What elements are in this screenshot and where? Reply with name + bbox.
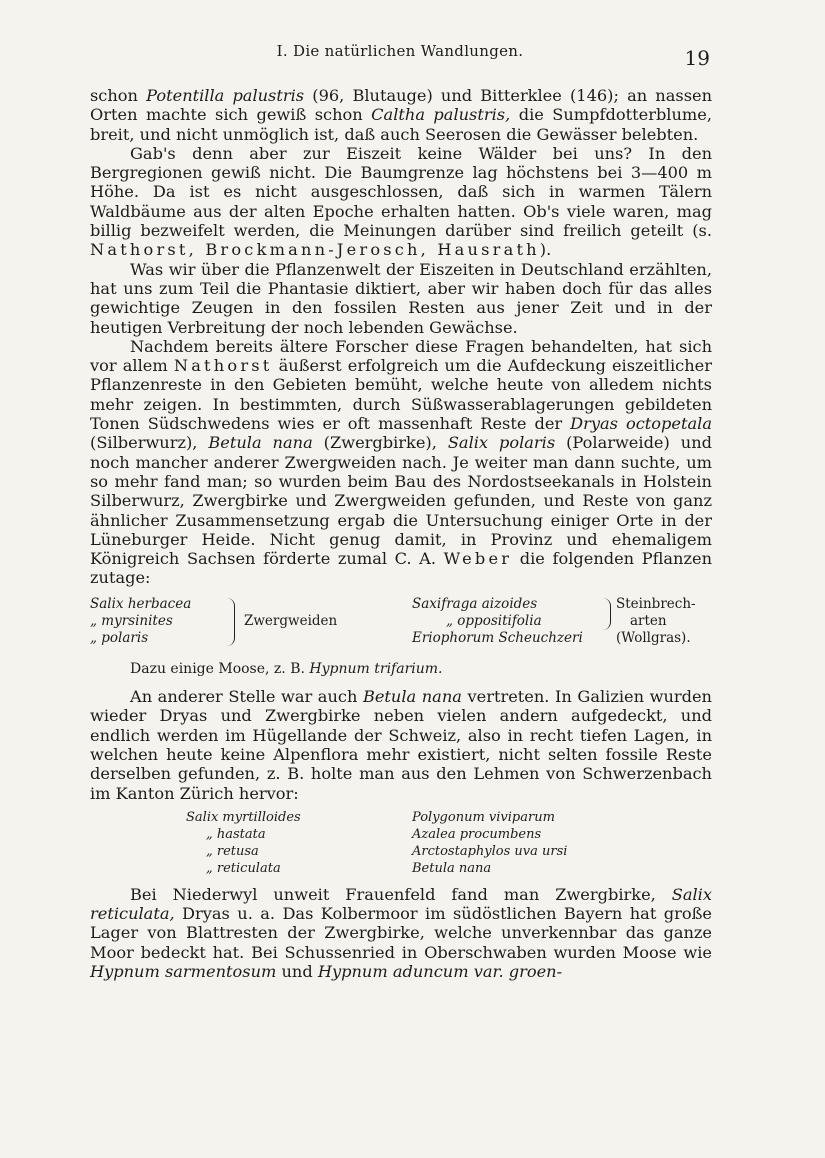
plant-table-schwerzenbach <box>90 809 712 885</box>
paragraph-5: An anderer Stelle war auch Betula nana vertreten. In Galizien wurden wieder Dryas und Zwergbirke neben vielen andern aufgedeckt, und endlich werden im Hügellande der Schweiz, also in recht tiefen Lagen, in welchen heute keine Alpenflora mehr existiert, nicht selten fossile Reste derselben gefunden, z. B. holte man aus den Lehmen von Schwerzenbach im Kanton Zürich hervor: <box>90 687 712 803</box>
paragraph-1: schon Potentilla palustris (96, Blutauge) und Bitterklee (146); an nassen Orten machte sich gewiß schon Caltha palustris, die Sumpfdotterblume, breit, und nicht unmöglich ist, daß auch Seerosen die Gewässer belebten. <box>90 86 713 144</box>
page-header <box>90 42 710 72</box>
group-label: Zwergweiden <box>244 612 338 629</box>
moss-note: Dazu einige Moose, z. B. Hypnum trifarium. <box>130 660 443 677</box>
plant-name: Eriophorum Scheuchzeri <box>412 629 583 646</box>
plant-name: „ polaris <box>90 629 149 646</box>
group-label: Steinbrech- <box>616 595 696 612</box>
plant-table-sachsen <box>90 596 712 664</box>
paragraph-6: Bei Niederwyl unweit Frauenfeld fand man Zwergbirke, Salix reticulata, Dryas u. a. Das Kolbermoor im südöstlichen Bayern hat große Lager von Blattresten der Zwergbirke, welche unverkennbar das ganze Moor bedeckt hat. Bei Schussenried in Oberschwaben wurden Moose wie Hypnum sarmentosum und Hypnum aduncum var. groen- <box>90 884 712 981</box>
plant-name: Salix myrtilloides <box>186 809 301 825</box>
plant-name: „ reticulata <box>206 860 281 876</box>
plant-name: Polygonum viviparum <box>412 809 555 825</box>
paragraph-2: Gab's denn aber zur Eiszeit keine Wälder bei uns? In den Bergregionen gewiß nicht. Die Baumgrenze lag höchstens bei 3—400 m Höhe. Da ist es nicht ausgeschlossen, daß sich in warmen Tälern Waldbäume aus der alten Epoche erhalten hatten. Ob's viele waren, mag billig bezweifelt werden, die Meinungen darüber sind freilich geteilt (s. Nathorst, Brockmann-Jerosch, Hausrath). <box>90 143 712 260</box>
group-label: arten <box>630 612 667 629</box>
paragraph-3: Was wir über die Pflanzenwelt der Eiszeiten in Deutschland erzählten, hat uns zum Teil die Phantasie diktiert, aber wir haben doch für das alles gewichtige Zeugen in den fossilen Resten aus jener Zeit und in der heutigen Verbreitung der noch lebenden Gewächse. <box>90 259 712 337</box>
running-head: I. Die natürlichen Wandlungen. <box>276 42 524 60</box>
plant-name: Arctostaphylos uva ursi <box>412 843 568 859</box>
plant-name: Saxifraga aizoides <box>412 595 538 612</box>
brace <box>602 598 611 630</box>
plant-name: Salix herbacea <box>90 595 192 612</box>
page-number: 19 <box>684 46 710 70</box>
plant-name: „ hastata <box>206 826 266 842</box>
plant-name: „ myrsinites <box>90 612 173 629</box>
plant-name: „ retusa <box>206 843 259 859</box>
plant-name: Azalea procumbens <box>412 826 542 842</box>
brace <box>226 598 235 646</box>
paragraph-4: Nachdem bereits ältere Forscher diese Fragen behandelten, hat sich vor allem Nathorst äußerst erfolgreich um die Aufdeckung eiszeitlicher Pflanzenreste in den Gebieten bemüht, welche heute von alledem nichts mehr zeigen. In bestimmten, durch Süßwasserablagerungen gebildeten Tonen Südschwedens wies er oft massenhaft Reste der Dryas octopetala (Silberwurz), Betula nana (Zwergbirke), Salix polaris (Polarweide) und noch mancher anderer Zwergweiden nach. Je weiter man dann suchte, um so mehr fand man; so wurden beim Bau des Nordostseekanals in Holstein Silberwurz, Zwergbirke und Zwergweiden gefunden, und Reste von ganz ähnlicher Zusammensetzung ergab die Untersuchung einiger Orte in der Lüneburger Heide. Nicht genug damit, in Provinz und ehemaligem Königreich Sachsen förderte zumal C. A. Weber die folgenden Pflanzen zutage: <box>90 336 712 588</box>
plant-name: „ oppositifolia <box>446 612 542 629</box>
body-text <box>90 86 712 981</box>
plant-name: Betula nana <box>412 860 492 876</box>
group-note: (Wollgras). <box>616 629 691 646</box>
spaced-authors: Nathorst, Brockmann-Jerosch, Hausrath <box>90 240 540 260</box>
